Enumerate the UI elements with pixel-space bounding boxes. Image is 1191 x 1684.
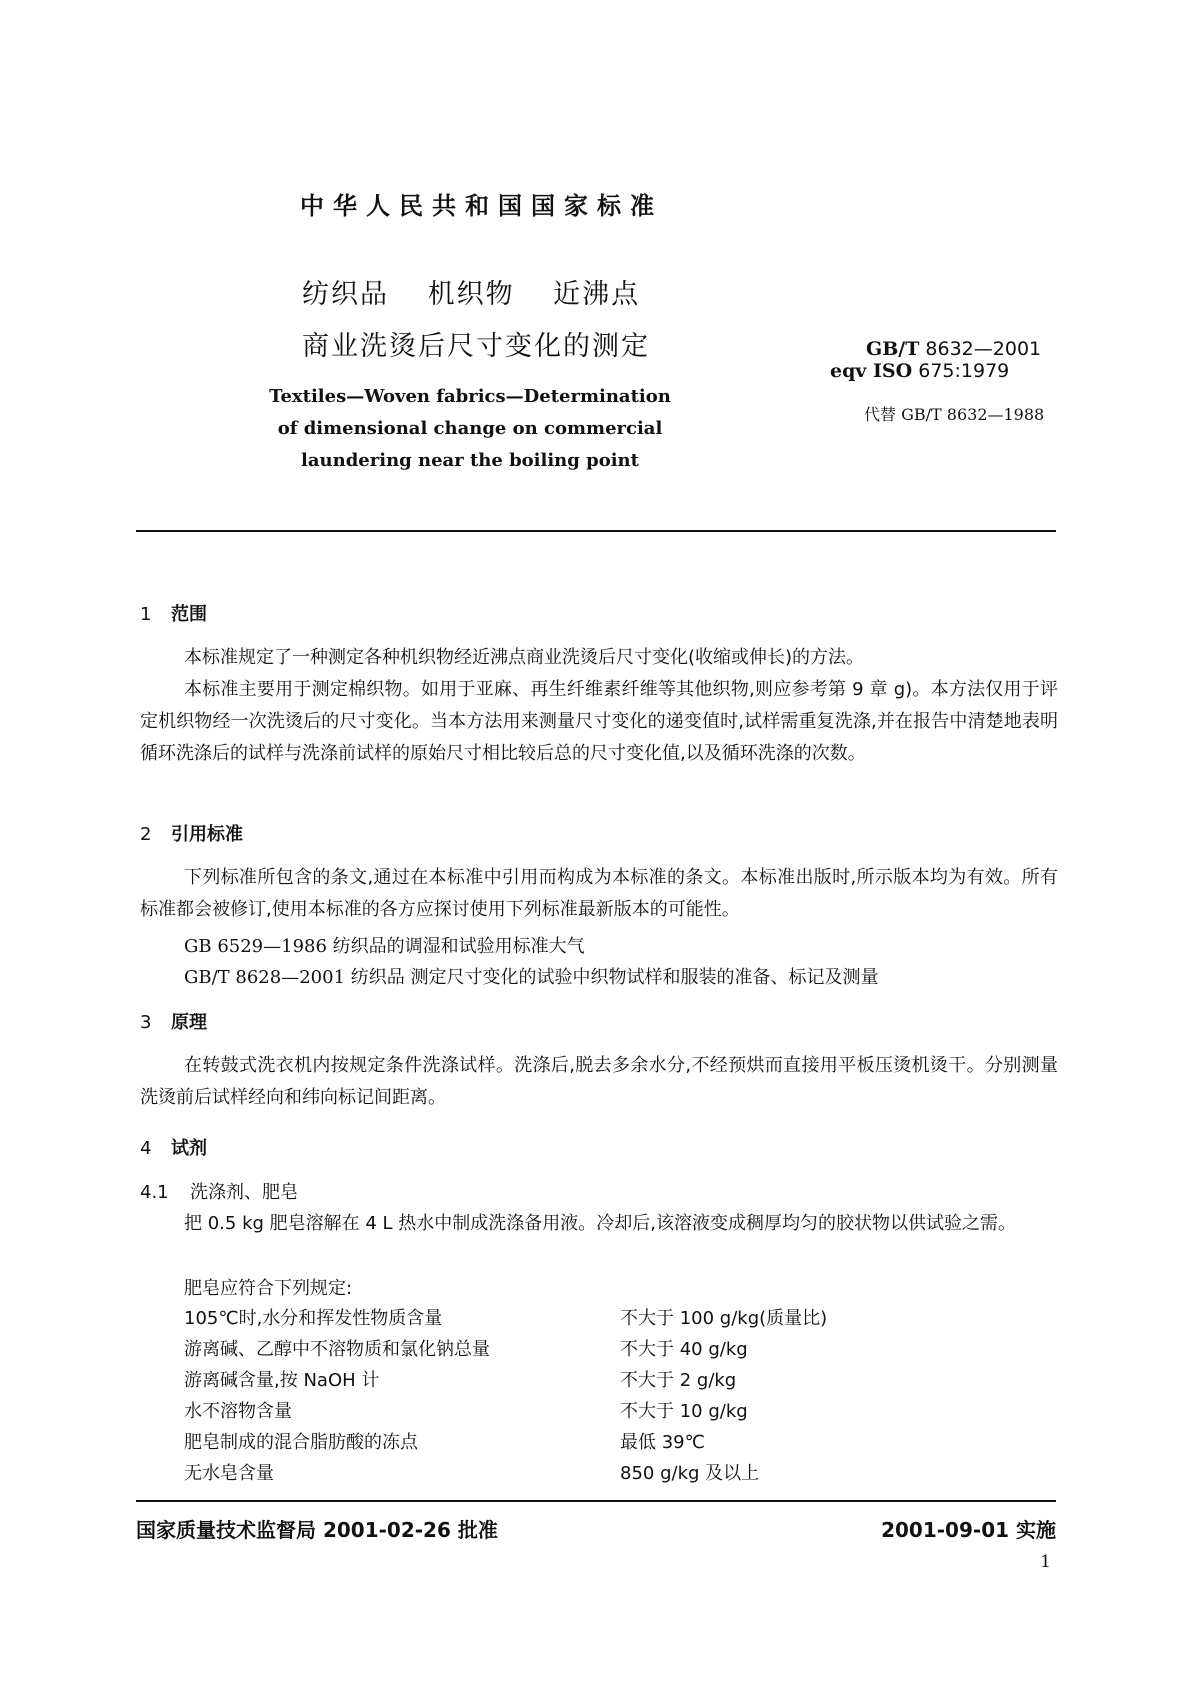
spec-item: 肥皂制成的混合脂肪酸的冻点	[184, 1432, 418, 1453]
subsection-title: 洗涤剂、肥皂	[190, 1182, 298, 1203]
section-3-paragraph: 在转鼓式洗衣机内按规定条件洗涤试样。洗涤后,脱去多余水分,不经预烘而直接用平板压烫机烫干。分别测量洗烫前后试样经向和纬向标记间距离。	[140, 1055, 1058, 1108]
spec-value: 最低 39℃	[620, 1432, 705, 1453]
reference-standard-2: GB/T 8628—2001 纺织品 测定尺寸变化的试验中织物试样和服装的准备、标记及测量	[184, 967, 879, 988]
spec-item: 游离碱含量,按 NaOH 计	[184, 1370, 380, 1391]
spec-item: 105℃时,水分和挥发性物质含量	[184, 1308, 443, 1329]
section-1-paragraph-2: 本标准主要用于测定棉织物。如用于亚麻、再生纤维素纤维等其他织物,则应参考第 9 章 g)。本方法仅用于评定机织物经一次洗烫后的尺寸变化。当本方法用来测量尺寸变化的递变值时,试样需重复洗涤,并在报告中清楚地表明循环洗涤后的试样与洗涤前试样的原始尺寸相比较后总的尺寸变化值,以及循环洗涤的次数。	[140, 679, 1058, 764]
equivalent-standard	[830, 360, 1009, 382]
section-number: 2	[140, 824, 152, 845]
section-2-heading	[140, 820, 243, 846]
spec-value: 850 g/kg 及以上	[620, 1463, 760, 1484]
spec-item: 水不溶物含量	[184, 1401, 292, 1422]
section-title: 引用标准	[171, 824, 243, 845]
spec-row	[184, 1428, 1064, 1454]
effective-date: 2001-09-01 实施	[881, 1518, 1056, 1542]
spec-row	[184, 1366, 1064, 1392]
section-number: 1	[140, 604, 152, 625]
spec-value: 不大于 10 g/kg	[620, 1401, 748, 1422]
equivalent-number: 675:1979	[918, 360, 1010, 382]
standard-code	[866, 338, 1041, 360]
spec-row	[184, 1397, 1064, 1423]
english-title-line1: Textiles—Woven fabrics—Determination	[269, 386, 671, 407]
page-number: 1	[1040, 1552, 1051, 1572]
replaces-standard: 代替 GB/T 8632—1988	[864, 405, 1045, 424]
section-number: 4	[140, 1138, 152, 1159]
section-4-heading	[140, 1134, 207, 1160]
section-number: 3	[140, 1012, 152, 1033]
spec-row	[184, 1304, 1064, 1330]
section-2-paragraph: 下列标准所包含的条文,通过在本标准中引用而构成为本标准的条文。本标准出版时,所示版本均为有效。所有标准都会被修订,使用本标准的各方应探讨使用下列标准最新版本的可能性。	[140, 867, 1058, 920]
document-title-line1: 纺织品 机织物 近沸点	[302, 279, 641, 310]
approval-info: 国家质量技术监督局 2001-02-26 批准	[136, 1518, 498, 1542]
section-4-paragraph-2: 肥皂应符合下列规定:	[184, 1278, 353, 1299]
standard-code-number: 8632—2001	[925, 338, 1042, 360]
section-title: 原理	[171, 1012, 207, 1033]
subsection-number: 4.1	[140, 1182, 169, 1203]
spec-row	[184, 1459, 1064, 1485]
section-4-paragraph-1: 把 0.5 kg 肥皂溶解在 4 L 热水中制成洗涤备用液。冷却后,该溶液变成稠厚均匀的胶状物以供试验之需。	[184, 1213, 1017, 1234]
header-divider	[136, 530, 1056, 532]
section-title: 范围	[171, 604, 207, 625]
spec-row	[184, 1335, 1064, 1361]
section-title: 试剂	[171, 1138, 207, 1159]
standard-code-prefix: GB/T	[866, 338, 920, 360]
spec-value: 不大于 100 g/kg(质量比)	[620, 1308, 828, 1329]
document-title-line2: 商业洗烫后尺寸变化的测定	[302, 331, 650, 362]
footer-divider	[136, 1500, 1056, 1502]
spec-value: 不大于 2 g/kg	[620, 1370, 737, 1391]
spec-item: 无水皂含量	[184, 1463, 274, 1484]
section-3-heading	[140, 1008, 207, 1034]
spec-item: 游离碱、乙醇中不溶物质和氯化钠总量	[184, 1339, 490, 1360]
section-1-heading	[140, 600, 207, 626]
spec-value: 不大于 40 g/kg	[620, 1339, 748, 1360]
equivalent-prefix: eqv ISO	[830, 360, 913, 382]
section-1-paragraph-1: 本标准规定了一种测定各种机织物经近沸点商业洗烫后尺寸变化(收缩或伸长)的方法。	[184, 647, 865, 668]
national-standard-heading: 中华人民共和国国家标准	[300, 192, 663, 220]
english-title-line2: of dimensional change on commercial	[277, 418, 663, 439]
reference-standard-1: GB 6529—1986 纺织品的调湿和试验用标准大气	[184, 936, 585, 957]
subsection-4-1-heading	[140, 1178, 298, 1204]
english-title-line3: laundering near the boiling point	[301, 450, 639, 471]
